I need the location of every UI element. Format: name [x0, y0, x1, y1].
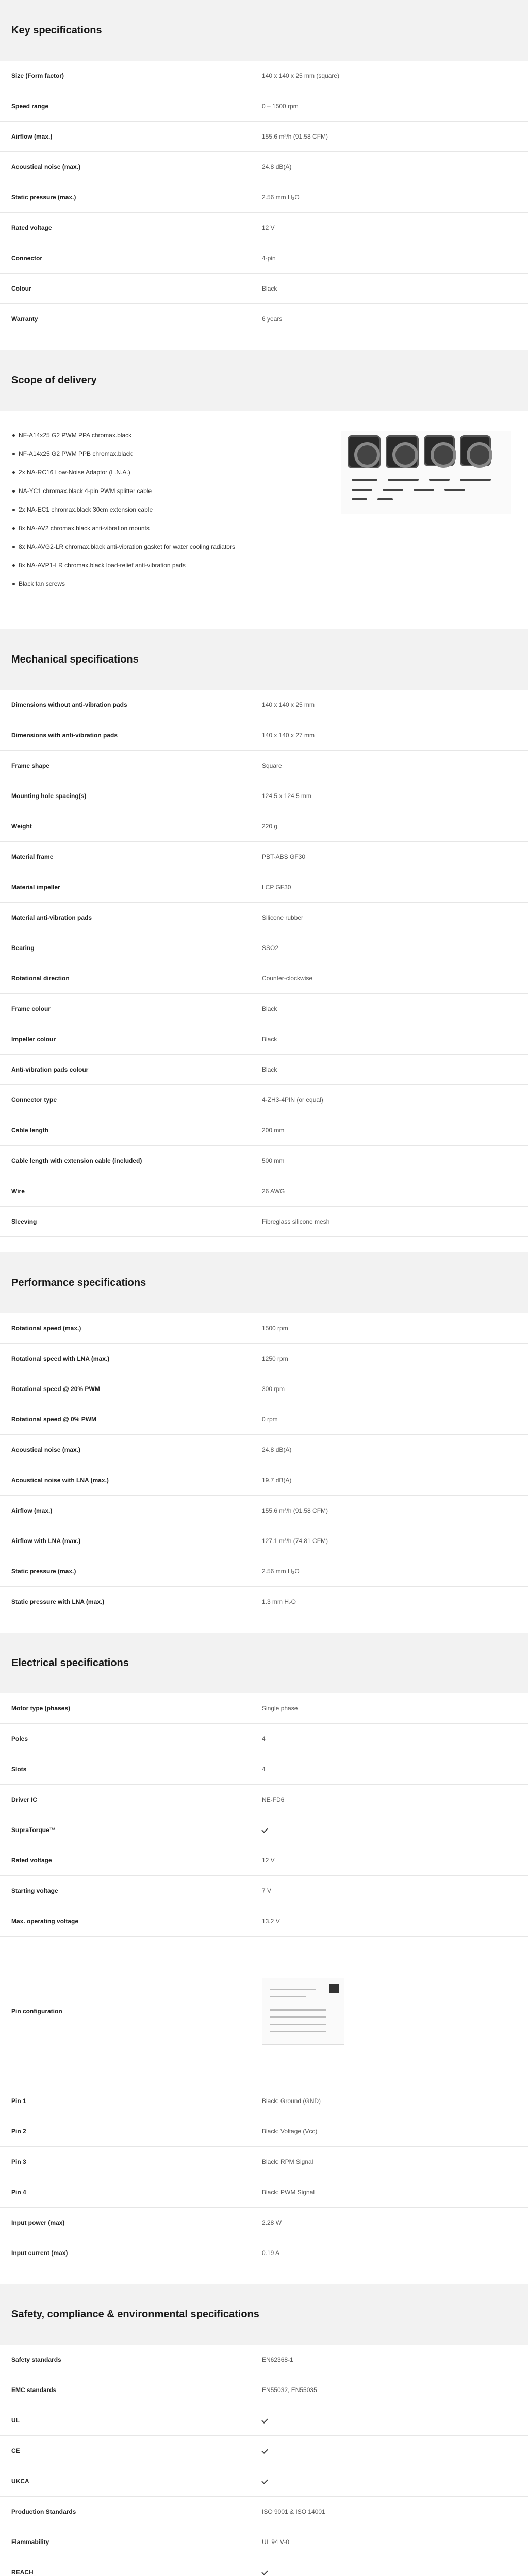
mount-image: [383, 489, 403, 491]
spec-value: 24.8 dB(A): [262, 163, 292, 171]
mount-image: [444, 489, 465, 491]
screw-image: [352, 498, 367, 500]
section-title: Mechanical specifications: [11, 653, 139, 665]
spec-key: Connector type: [11, 1096, 57, 1104]
spec-value: 7 V: [262, 1887, 272, 1894]
cable-image: [352, 479, 377, 481]
key-spec-table: [0, 61, 528, 350]
spec-key: Colour: [11, 285, 31, 292]
spec-row: [0, 2116, 528, 2147]
spec-value: [262, 1978, 517, 2045]
check-icon: [262, 2568, 517, 2576]
delivery-content: [0, 411, 528, 629]
spec-key: Production Standards: [11, 2508, 76, 2515]
diagram-line: [270, 2031, 326, 2032]
spec-row: [0, 1055, 528, 1085]
connector-icon: [329, 1984, 339, 1993]
section-header: [0, 1252, 528, 1313]
spec-value: ISO 9001 & ISO 14001: [262, 2507, 325, 2515]
delivery-item: 8x NA-AVG2-LR chromax.black anti-vibration gasket for water cooling radiators: [11, 543, 341, 551]
spec-key: Pin 4: [11, 2189, 26, 2196]
spec-key: Material impeller: [11, 884, 60, 891]
spec-key: Static pressure with LNA (max.): [11, 1598, 105, 1605]
spec-value: 0.19 A: [262, 2249, 280, 2257]
spec-row: [0, 1207, 528, 1237]
spec-key: Rated voltage: [11, 1857, 52, 1864]
spec-key: Pin 2: [11, 2128, 26, 2135]
spec-row: [0, 2345, 528, 2375]
spec-value: Black: Ground (GND): [262, 2097, 321, 2105]
spec-key: Rotational speed @ 0% PWM: [11, 1416, 97, 1423]
spec-row: [0, 1115, 528, 1146]
spec-key: Frame colour: [11, 1005, 51, 1012]
check-icon: [262, 2477, 517, 2486]
spec-row: [0, 781, 528, 811]
spec-key: UKCA: [11, 2478, 29, 2485]
spec-value: 2.56 mm H₂O: [262, 193, 300, 201]
spec-row: [0, 903, 528, 933]
spec-key: Input power (max): [11, 2219, 65, 2226]
fan-image: [424, 435, 455, 466]
spec-key: Motor type (phases): [11, 1705, 71, 1712]
spec-key: Poles: [11, 1735, 28, 1742]
check-icon: [262, 2478, 269, 2483]
spec-value: LCP GF30: [262, 883, 291, 891]
spec-value: 4-ZH3-4PIN (or equal): [262, 1096, 323, 1104]
spec-value: Square: [262, 761, 282, 769]
spec-row: [0, 872, 528, 903]
performance-section: [0, 1252, 528, 1633]
spec-key: Max. operating voltage: [11, 1918, 79, 1925]
spec-value: 0 rpm: [262, 1415, 278, 1423]
spec-value: 12 V: [262, 1856, 275, 1864]
spec-value: 155.6 m³/h (91.58 CFM): [262, 132, 328, 140]
section-header: [0, 2284, 528, 2345]
spec-row: [0, 2466, 528, 2497]
spec-key: Bearing: [11, 944, 35, 952]
spec-key: Safety standards: [11, 2356, 61, 2363]
spec-value: PBT-ABS GF30: [262, 853, 306, 860]
section-header: [0, 1633, 528, 1693]
spec-row: [0, 243, 528, 274]
pin-diagram-image: [262, 1978, 344, 2045]
spec-key: Cable length: [11, 1127, 49, 1134]
spec-value: 1250 rpm: [262, 1354, 288, 1362]
spec-row: [0, 1085, 528, 1115]
electrical-section: [0, 1633, 528, 2284]
spec-key: CE: [11, 2447, 20, 2454]
spec-row: [0, 2086, 528, 2116]
spec-row: [0, 1876, 528, 1906]
spec-key: Pin 3: [11, 2158, 26, 2165]
spec-value: 2.28 W: [262, 2218, 282, 2226]
spec-row: [0, 1313, 528, 1344]
spec-key: SupraTorque™: [11, 1826, 56, 1834]
delivery-item: 8x NA-AV2 chromax.black anti-vibration mounts: [11, 524, 341, 532]
spec-row: [0, 1526, 528, 1556]
spec-row: [0, 963, 528, 994]
delivery-item: NF-A14x25 G2 PWM PPB chromax.black: [11, 450, 341, 458]
spec-key: Rotational speed with LNA (max.): [11, 1355, 110, 1362]
diagram-line: [270, 2024, 326, 2025]
spec-key: Connector: [11, 255, 42, 262]
key-specifications-section: [0, 0, 528, 350]
spec-key: Mounting hole spacing(s): [11, 792, 87, 800]
spec-row: [0, 1785, 528, 1815]
spec-value: 12 V: [262, 224, 275, 231]
spec-row: [0, 1906, 528, 1937]
spec-row: [0, 1845, 528, 1876]
spec-row: [0, 182, 528, 213]
spec-key: Sleeving: [11, 1218, 37, 1225]
fan-image: [460, 435, 491, 466]
cable-image: [460, 479, 491, 481]
delivery-item: 8x NA-AVP1-LR chromax.black load-relief anti-vibration pads: [11, 561, 341, 569]
spec-row: [0, 1344, 528, 1374]
spec-value: 140 x 140 x 27 mm: [262, 731, 315, 739]
spec-row: [0, 1404, 528, 1435]
spec-row: [0, 2527, 528, 2557]
spec-row: [0, 811, 528, 842]
section-title: Scope of delivery: [11, 374, 97, 386]
safety-spec-table: [0, 2345, 528, 2576]
spec-key: Material anti-vibration pads: [11, 914, 92, 921]
diagram-line: [270, 2009, 326, 2011]
spec-value: 26 AWG: [262, 1187, 285, 1195]
section-title: Electrical specifications: [11, 1657, 129, 1669]
fan-image: [386, 435, 419, 468]
screw-image: [377, 498, 393, 500]
spec-key: Rotational direction: [11, 975, 70, 982]
section-header: [0, 629, 528, 690]
spec-value: EN62368-1: [262, 2355, 293, 2363]
spec-value: UL 94 V-0: [262, 2538, 289, 2546]
spec-key: Impeller colour: [11, 1036, 56, 1043]
delivery-item: NA-YC1 chromax.black 4-pin PWM splitter cable: [11, 487, 341, 495]
spec-key: Anti-vibration pads colour: [11, 1066, 89, 1073]
spec-key: Driver IC: [11, 1796, 38, 1803]
spec-key: Cable length with extension cable (included): [11, 1157, 142, 1164]
spec-row: [0, 1754, 528, 1785]
spec-value: 124.5 x 124.5 mm: [262, 792, 312, 800]
spec-row: [0, 842, 528, 872]
spec-value: 1.3 mm H₂O: [262, 1598, 296, 1605]
safety-rows: [0, 2345, 528, 2576]
spec-key: Input current (max): [11, 2249, 68, 2257]
spec-row: [0, 1465, 528, 1496]
spec-row: [0, 1815, 528, 1845]
spec-key: Speed range: [11, 103, 49, 110]
spec-row: [0, 1556, 528, 1587]
spec-value: 4-pin: [262, 254, 276, 262]
spec-row: [0, 751, 528, 781]
spec-key: Starting voltage: [11, 1887, 58, 1894]
spec-row: [0, 1496, 528, 1526]
spec-value: 4: [262, 1735, 266, 1742]
check-icon: [262, 2447, 517, 2455]
spec-key: EMC standards: [11, 2386, 57, 2394]
spec-row: [0, 2436, 528, 2466]
spec-value: Black: [262, 1005, 277, 1012]
spec-key: Acoustical noise with LNA (max.): [11, 1477, 109, 1484]
diagram-line: [270, 2016, 326, 2018]
spec-row: [0, 2497, 528, 2527]
mechanical-section: [0, 629, 528, 1252]
spec-value: 19.7 dB(A): [262, 1476, 292, 1484]
spec-row: [0, 1374, 528, 1404]
spec-key: Dimensions with anti-vibration pads: [11, 732, 118, 739]
spec-value: Black: [262, 284, 277, 292]
spec-value: Black: Voltage (Vcc): [262, 2127, 318, 2135]
check-icon: [262, 2569, 269, 2574]
spec-value: 140 x 140 x 25 mm: [262, 701, 315, 708]
spec-row: [0, 2557, 528, 2576]
spec-value: 500 mm: [262, 1157, 285, 1164]
spec-value: 24.8 dB(A): [262, 1446, 292, 1453]
diagram-line: [270, 1989, 316, 1990]
spec-value: Fibreglass silicone mesh: [262, 1217, 330, 1225]
spec-row: [0, 690, 528, 720]
spec-key: Rotational speed (max.): [11, 1325, 81, 1332]
spec-row: [0, 61, 528, 91]
check-icon: [262, 2416, 517, 2425]
spec-value: Black: RPM Signal: [262, 2158, 314, 2165]
section-title: Key specifications: [11, 24, 102, 36]
spec-row: [0, 720, 528, 751]
spec-key: Warranty: [11, 315, 38, 323]
spec-row: [0, 1693, 528, 1724]
check-icon: [262, 2417, 269, 2422]
spec-key: Material frame: [11, 853, 54, 860]
safety-section: [0, 2284, 528, 2576]
spec-value: EN55032, EN55035: [262, 2386, 317, 2394]
pin-configuration-row: [0, 1937, 528, 2086]
diagram-line: [270, 1996, 306, 1997]
spec-value: 220 g: [262, 822, 278, 830]
spec-value: 155.6 m³/h (91.58 CFM): [262, 1506, 328, 1514]
spec-row: [0, 2238, 528, 2268]
spec-value: 0 – 1500 rpm: [262, 102, 299, 110]
spec-row: [0, 1587, 528, 1617]
spec-key: Acoustical noise (max.): [11, 163, 81, 171]
delivery-list: [11, 431, 341, 598]
spec-value: Black: PWM Signal: [262, 2188, 315, 2196]
check-icon: [262, 1827, 269, 1832]
delivery-section: [0, 350, 528, 629]
delivery-product-image: [341, 431, 512, 514]
spec-key: Static pressure (max.): [11, 1568, 76, 1575]
section-header: [0, 350, 528, 411]
spec-key: Size (Form factor): [11, 72, 64, 79]
spec-value: Black: [262, 1065, 277, 1073]
spec-row: [0, 152, 528, 182]
spec-key: Pin configuration: [11, 2007, 62, 2015]
spec-row: [0, 1024, 528, 1055]
delivery-item: 2x NA-RC16 Low-Noise Adaptor (L.N.A.): [11, 468, 341, 477]
spec-key: UL: [11, 2417, 20, 2424]
spec-key: Pin 1: [11, 2097, 26, 2105]
section-title: Performance specifications: [11, 1277, 146, 1289]
delivery-item: 2x NA-EC1 chromax.black 30cm extension cable: [11, 505, 341, 514]
spec-key: Rated voltage: [11, 224, 52, 231]
spec-value: 1500 rpm: [262, 1324, 288, 1332]
spec-value: 13.2 V: [262, 1917, 280, 1925]
spec-row: [0, 2375, 528, 2405]
spec-row: [0, 122, 528, 152]
spec-value: 300 rpm: [262, 1385, 285, 1393]
spec-value: SSO2: [262, 944, 279, 952]
spec-row: [0, 2147, 528, 2177]
spec-row: [0, 2177, 528, 2208]
spec-key: Flammability: [11, 2538, 50, 2546]
section-header: [0, 0, 528, 61]
section-title: Safety, compliance & environmental specifications: [11, 2308, 259, 2320]
mount-image: [352, 489, 372, 491]
spec-row: [0, 1435, 528, 1465]
spec-key: REACH: [11, 2569, 34, 2576]
spec-row: [0, 2405, 528, 2436]
spec-row: [0, 1146, 528, 1176]
spec-key: Airflow with LNA (max.): [11, 1537, 81, 1545]
mechanical-spec-table: [0, 690, 528, 1252]
spec-key: Dimensions without anti-vibration pads: [11, 701, 127, 708]
spec-value: 6 years: [262, 315, 283, 323]
delivery-item: Black fan screws: [11, 580, 341, 588]
spec-key: Weight: [11, 823, 32, 830]
spec-row: [0, 2208, 528, 2238]
spec-row: [0, 91, 528, 122]
spec-key: Airflow (max.): [11, 1507, 53, 1514]
spec-key: Wire: [11, 1188, 25, 1195]
mount-image: [414, 489, 434, 491]
spec-row: [0, 304, 528, 334]
pin-rows: [0, 2086, 528, 2268]
check-icon: [262, 2448, 269, 2453]
spec-key: Frame shape: [11, 762, 50, 769]
spec-value: Single phase: [262, 1704, 298, 1712]
cable-image: [388, 479, 419, 481]
spec-row: [0, 213, 528, 243]
cable-image: [429, 479, 450, 481]
spec-key: Static pressure (max.): [11, 194, 76, 201]
performance-spec-table: [0, 1313, 528, 1633]
spec-value: 127.1 m³/h (74.81 CFM): [262, 1537, 328, 1545]
spec-key: Slots: [11, 1766, 27, 1773]
spec-row: [0, 1176, 528, 1207]
spec-key: Acoustical noise (max.): [11, 1446, 81, 1453]
electrical-spec-table: [0, 1693, 528, 2284]
fan-image: [348, 435, 381, 468]
spec-value: 2.56 mm H₂O: [262, 1567, 300, 1575]
spec-row: [0, 994, 528, 1024]
delivery-item: NF-A14x25 G2 PWM PPA chromax.black: [11, 431, 341, 439]
spec-value: 200 mm: [262, 1126, 285, 1134]
spec-key: Rotational speed @ 20% PWM: [11, 1385, 100, 1393]
spec-value: Silicone rubber: [262, 913, 304, 921]
spec-value: 140 x 140 x 25 mm (square): [262, 72, 340, 79]
spec-row: [0, 1724, 528, 1754]
spec-row: [0, 274, 528, 304]
spec-value: Black: [262, 1035, 277, 1043]
spec-row: [0, 933, 528, 963]
check-icon: [262, 1826, 517, 1835]
spec-value: NE-FD6: [262, 1795, 285, 1803]
spec-value: 4: [262, 1765, 266, 1773]
electrical-rows: [0, 1693, 528, 1937]
spec-value: Counter-clockwise: [262, 974, 313, 982]
spec-key: Airflow (max.): [11, 133, 53, 140]
